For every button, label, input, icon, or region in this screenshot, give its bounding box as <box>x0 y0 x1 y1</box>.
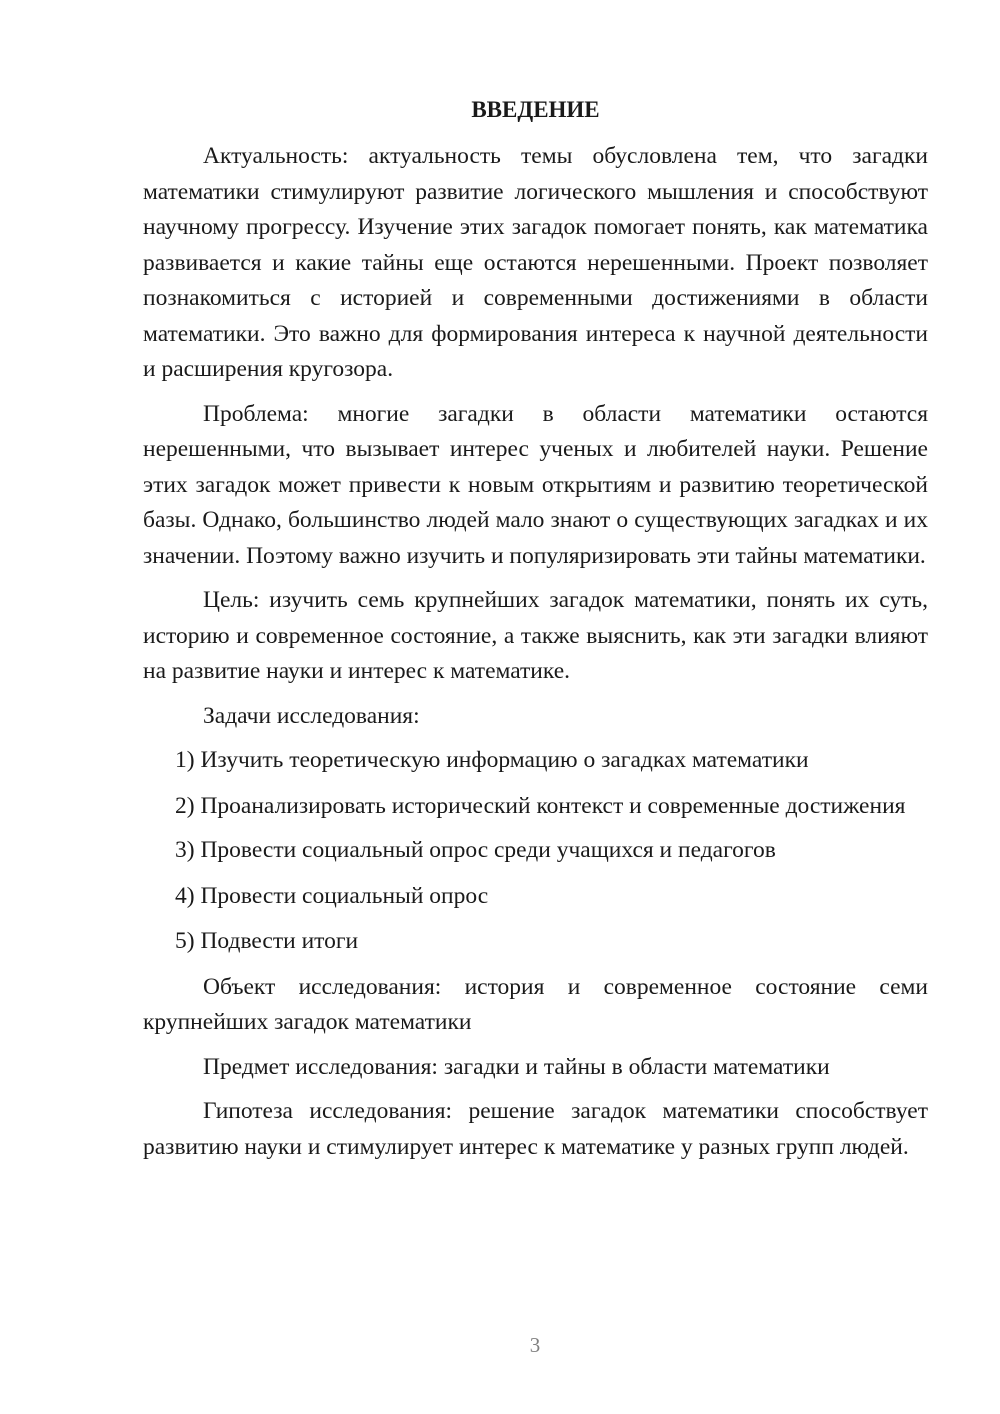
page-content <box>143 92 928 1174</box>
paragraph-relevance: Актуальность: актуальность темы обусловлена тем, что загадки математики стимулируют развитие логического мышления и способствуют научному прогрессу. Изучение этих загадок помогает понять, как математика развивается и какие тайны еще остаются нерешенными. Проект позволяет познакомиться с историей и современными достижениями в области математики. Это важно для формирования интереса к научной деятельности и расширения кругозора. <box>143 143 928 382</box>
paragraph-goal: Цель: изучить семь крупнейших загадок математики, понять их суть, историю и современное состояние, а также выяснить, как эти загадки влияют на развитие науки и интерес к математике. <box>143 587 928 684</box>
section-title: ВВЕДЕНИЕ <box>471 97 600 122</box>
task-item: 4) Провести социальный опрос <box>175 882 489 909</box>
page-number: 3 <box>529 1333 541 1357</box>
task-item: 5) Подвести итоги <box>175 928 359 954</box>
task-item: 1) Изучить теоретическую информацию о загадках математики <box>175 747 809 773</box>
task-item: 2) Проанализировать исторический контекст и современные достижения <box>175 792 906 819</box>
task-item: 3) Провести социальный опрос среди учащихся и педагогов <box>175 837 776 863</box>
paragraph-object: Объект исследования: история и современное состояние семи крупнейших загадок математики <box>143 973 928 1035</box>
paragraph-subject: Предмет исследования: загадки и тайны в области математики <box>203 1053 830 1080</box>
paragraph-problem: Проблема: многие загадки в области математики остаются нерешенными, что вызывает интерес ученых и любителей науки. Решение этих загадок может привести к новым открытиям и развитию теоретической базы. Однако, большинство людей мало знают о существующих загадках и их значении. Поэтому важно изучить и популяризировать эти тайны математики. <box>143 400 928 569</box>
tasks-heading: Задачи исследования: <box>203 702 420 729</box>
paragraph-hypothesis: Гипотеза исследования: решение загадок математики способствует развитию науки и стимулирует интерес к математике у разных групп людей. <box>143 1098 928 1160</box>
